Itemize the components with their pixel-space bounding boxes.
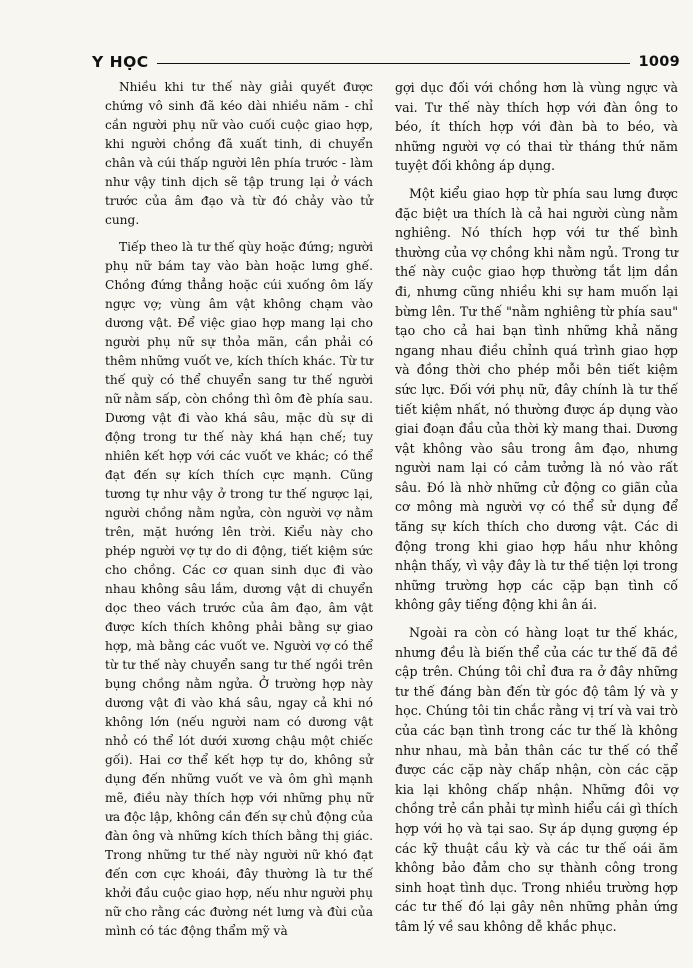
right-column xyxy=(395,78,678,945)
running-header xyxy=(92,50,680,74)
page-number: 1009 xyxy=(638,54,680,70)
paragraph: Nhiều khi tư thế này giải quyết được chứng vô sinh đã kéo dài nhiều năm - chỉ cần người phụ nữ vào cuối cuộc giao hợp, khi người chồng đã xuất tinh, di chuyển chân và cúi thấp người lên phía trước - làm như vậy tinh dịch sẽ tập trung lại ở vách trước của âm đạo và từ đó chảy vào tử cung. xyxy=(105,80,373,227)
header-rule xyxy=(157,63,631,64)
section-title: Y HỌC xyxy=(92,53,149,71)
paragraph: Một kiểu giao hợp từ phía sau lưng được đặc biệt ưa thích là cả hai người cùng nằm nghiêng. Nó thích hợp với tư thế bình thường của vợ chồng khi nằm ngủ. Trong tư thế này cuộc giao hợp thường tắt lịm dần đi, nhưng cũng nhiều khi sự ham muốn lại bừng lên. Tư thế "nằm nghiêng từ phía sau" tạo cho cả hai bạn tình những khả năng ngang nhau điều chỉnh quá trình giao hợp và đồng thời cho phép mỗi bên tiết kiệm sức lực. Đối với phụ nữ, đây chính là tư thế tiết kiệm nhất, nó thường được áp dụng vào giai đoạn đầu của thời kỳ mang thai. Dương vật không vào sâu trong âm đạo, nhưng người nam lại có cảm tưởng là nó vào rất sâu. Đó là nhờ những cử động co giãn của cơ mông mà người vợ có thể sử dụng để tăng sự kích thích cho dương vật. Các di động trong khi giao hợp hầu như không nhận thấy, vì vậy đây là tư thế tiện lợi trong những trường hợp các cặp bạn tình cố không gây tiếng động khi ân ái. xyxy=(395,185,678,613)
paragraph: Tiếp theo là tư thế qùy hoặc đứng; người phụ nữ bám tay vào bàn hoặc lưng ghế. Chồng đứng thẳng hoặc cúi xuống ôm lấy ngực vợ; vùng âm vật không chạm vào dương vật. Để việc giao hợp mang lại cho người phụ nữ sự thỏa mãn, cần phải có thêm những vuốt ve, kích thích khác. Từ tư thế quỳ có thể chuyển sang tư thế người nữ nằm sấp, còn chồng thì ôm đè phía sau. Dương vật đi vào khá sâu, mặc dù sự di động trong tư thế này khá hạn chế; tuy nhiên kết hợp với các vuốt ve khác; có thể đạt đến sự kích thích cực mạnh. Cũng tương tự như vậy ở trong tư thế ngược lại, người chồng nằm ngửa, còn người vợ nằm trên, mặt hướng lên trời. Kiểu này cho phép người vợ tự do di động, tiết kiệm sức cho chồng. Các cơ quan sinh dục đi vào nhau không sâu lắm, dương vật di chuyển dọc theo vách trước của âm đạo, âm vật được kích thích không phải bằng sự giao hợp, mà bằng các vuốt ve. Người vợ có thể từ tư thế này chuyển sang tư thế ngồi trên bụng chồng nằm ngửa. Ở trường hợp này dương vật đi vào khá sâu, ngay cả khi nó không lớn (nếu người nam có dương vật nhỏ có thể lót dưới xương chậu một chiếc gối). Hai cơ thể kết hợp tự do, không sử dụng đến những vuốt ve và ôm ghì mạnh mẽ, điều này thích hợp với những phụ nữ ưa độc lập, không cần đến sự chủ động của đàn ông và những kích thích bằng thị giác. Trong những tư thế này người nữ khó đạt đến cơn cực khoái, đây thường là tư thế khởi đầu cuộc giao hợp, nếu như người phụ nữ cho rằng các đường nét lưng và đùi của mình có tác động thẩm mỹ và xyxy=(105,240,373,938)
left-column xyxy=(105,78,373,949)
paragraph-continuation: gợi dục đối với chồng hơn là vùng ngực và vai. Tư thế này thích hợp với đàn ông to béo, ít thích hợp với đàn bà to béo, và những người vợ có thai từ tháng thứ năm tuyệt đối không áp dụng. xyxy=(395,80,678,174)
paragraph: Ngoài ra còn có hàng loạt tư thế khác, nhưng đều là biến thể của các tư thế đã đề cập trên. Chúng tôi chỉ đưa ra ở đây những tư thế đáng bàn đến từ góc độ tâm lý và y học. Chúng tôi tin chắc rằng vị trí và vai trò của các bạn tình trong các tư thế là không như nhau, mà bản thân các tư thế có thể được các cặp này chấp nhận, còn các cặp kia lại không chấp nhận. Những đôi vợ chồng trẻ cần phải tự mình hiểu cái gì thích hợp với họ và tại sao. Sự áp dụng gượng ép các kỹ thuật cầu kỳ và các tư thế oái ăm không bảo đảm cho sự thành công trong sinh hoạt tình dục. Trong nhiều trường hợp các tư thế đó lại gây nên những phản ứng tâm lý về sau không dễ khắc phục. xyxy=(395,625,678,934)
